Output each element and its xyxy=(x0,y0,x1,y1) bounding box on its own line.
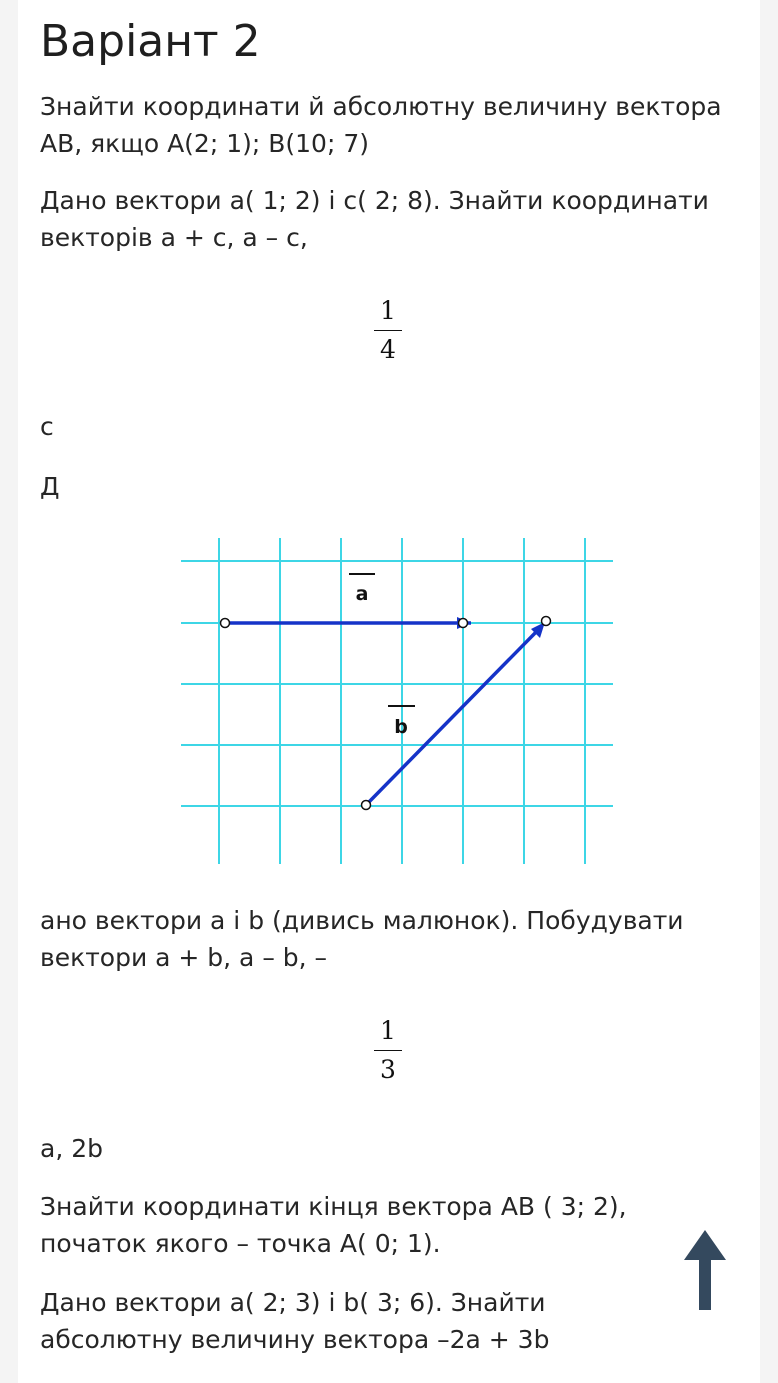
fraction-bar xyxy=(374,330,402,331)
task-5-text: Дано вектори а( 2; 3) і b( 3; 6). Знайти абсолютну величину вектора –2а + 3b xyxy=(40,1288,550,1354)
fraction-one-third xyxy=(368,1016,408,1085)
scroll-to-top-button[interactable] xyxy=(680,1226,730,1314)
vector-a-start-point xyxy=(221,619,230,628)
vector-b-label: b xyxy=(394,716,408,738)
vector-b-line xyxy=(366,627,541,805)
fraction-numerator: 1 xyxy=(380,296,396,325)
vector-a-end-point xyxy=(459,619,468,628)
grid-lines xyxy=(181,538,613,864)
task-3-text: ано вектори а і b (дивись малюнок). Побудувати вектори а + b, а – b, – xyxy=(40,906,684,972)
task-2-tail-text: с xyxy=(40,412,54,441)
arrow-up-icon xyxy=(680,1226,730,1314)
task-4-text: Знайти координати кінця вектора АВ ( 3; 2), початок якого – точка А( 0; 1). xyxy=(40,1192,627,1258)
fraction-numerator: 1 xyxy=(380,1016,396,1045)
document-page xyxy=(18,0,760,1383)
fraction-one-quarter xyxy=(368,296,408,365)
fraction-denominator: 3 xyxy=(380,1055,396,1084)
vector-b-end-point xyxy=(542,617,551,626)
page-title: Варіант 2 xyxy=(40,16,261,67)
vector-a xyxy=(221,574,472,629)
vector-a-label: a xyxy=(355,583,369,605)
task-3-tail-text: а, 2b xyxy=(40,1134,103,1163)
task-2-text: Дано вектори а( 1; 2) і с( 2; 8). Знайти координати векторів а + с, а – с, xyxy=(40,186,709,252)
task-1-text: Знайти координати й абсолютну величину вектора АВ, якщо А(2; 1); В(10; 7) xyxy=(40,92,722,158)
task-3-head-text: Д xyxy=(40,472,60,501)
fraction-denominator: 4 xyxy=(380,335,396,364)
vector-grid-figure xyxy=(181,538,621,870)
vector-b-start-point xyxy=(362,801,371,810)
fraction-bar xyxy=(374,1050,402,1051)
vector-b xyxy=(362,617,551,810)
